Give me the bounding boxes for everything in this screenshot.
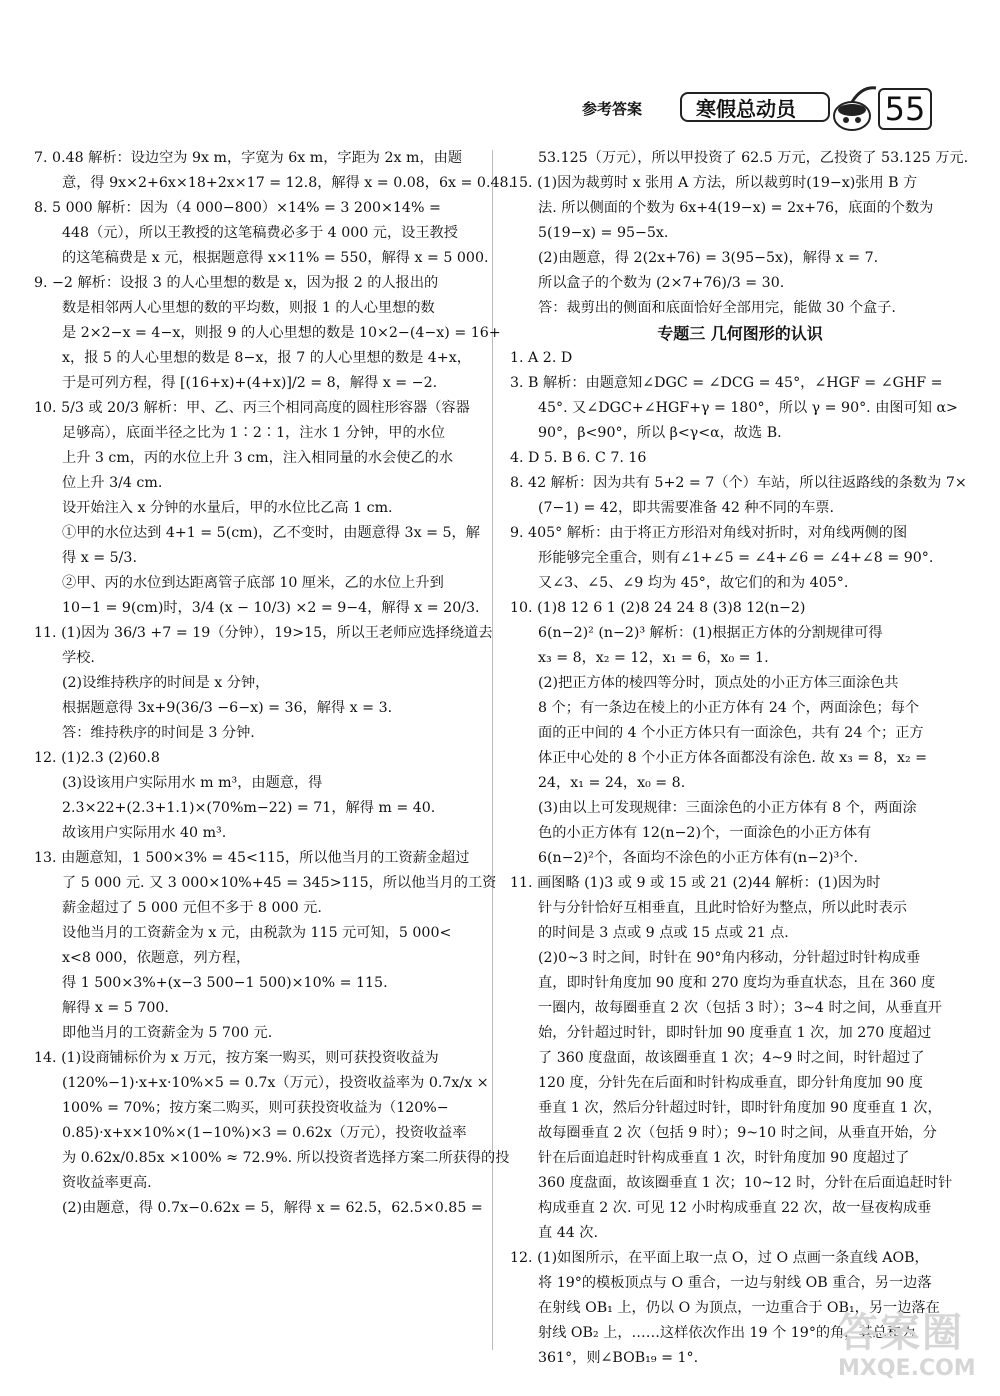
answer-line: x₃ = 8，x₂ = 12，x₁ = 6，x₀ = 1. [538,650,769,666]
answer-line: 资收益率更高. [62,1175,152,1191]
answer-line: 即他当月的工资薪金为 5 700 元. [62,1025,273,1041]
answer-line: 1. A 2. D [510,350,573,366]
answer-line: (2)把正方体的棱四等分时，顶点处的小正方体三面涂色共 [538,675,899,691]
answer-line: 设开始注入 x 分钟的水量后，甲的水位比乙高 1 cm. [62,500,393,516]
answer-line: 100% = 70%；按方案二购买，则可获投资收益为（120%− [62,1100,449,1116]
answer-line: 解得 x = 5 700. [62,1000,169,1016]
answer-line: 3. B 解析：由题意知∠DGC = ∠DCG = 45°，∠HGF = ∠GHF = [510,375,943,391]
answer-line: (3)由以上可发现规律：三面涂色的小正方体有 8 个，两面涂 [538,800,917,816]
answer-line: 始，分针超过时针，即时针加 90 度垂直 1 次，加 270 度超过 [538,1025,932,1041]
answer-line: 0.85)·x+x×10%×(1−10%)×3 = 0.62x（万元），投资收益率 [62,1125,467,1141]
answer-line: 垂直 1 次，然后分针超过时针，即时针角度加 90 度垂直 1 次， [538,1100,942,1116]
answer-line: 的这笔稿费是 x 元，根据题意得 x×11% = 550，解得 x = 5 000. [62,250,489,266]
answer-line: 6(n−2)² (n−2)³ 解析：(1)根据正方体的分割规律可得 [538,625,883,641]
watermark-text: 答案圈 [838,1310,964,1356]
mascot-icon [822,80,882,140]
section-title: 专题三 几何图形的认识 [657,324,823,343]
answer-line: (7−1) = 42，即共需要准备 42 种不同的车票. [538,500,834,516]
right-column [510,146,970,1371]
answer-line: 15. (1)因为裁剪时 x 张用 A 方法，所以裁剪时(19−x)张用 B 方 [510,175,918,191]
answer-line: 答：裁剪出的侧面和底面恰好全部用完，能做 30 个盒子. [538,300,896,316]
answer-line: 2.3×22+(2.3+1.1)×(70%m−22) = 71，解得 m = 40. [62,800,436,816]
answer-line: 53.125（万元），所以甲投资了 62.5 万元，乙投资了 53.125 万元. [538,150,969,166]
answer-line: 故该用户实际用水 40 m³. [62,825,227,841]
reference-answer-label: 参考答案 [582,100,643,118]
answer-line: 得 x = 5/3. [62,550,137,566]
page-header [0,0,1000,150]
answer-line: 根据题意得 3x+9(36/3 −6−x) = 36，解得 x = 3. [62,700,393,716]
answer-line: 体正中心处的 8 个小正方体各面都没有涂色. 故 x₃ = 8，x₂ = [538,750,928,766]
answer-line: (3)设该用户实际用水 m m³，由题意，得 [62,775,323,791]
watermark-url: MXQE.COM [838,1356,976,1381]
answer-line: 构成垂直 2 次. 可见 12 小时构成垂直 22 次，故一昼夜构成垂 [538,1200,932,1216]
answer-line: 故每圈垂直 2 次（包括 9 时）；9~10 时之间，从垂直开始，分 [538,1125,937,1141]
answer-line: 上升 3 cm，丙的水位上升 3 cm，注入相同量的水会使乙的水 [62,450,454,466]
answer-line: x<8 000，依题意，列方程， [62,950,251,966]
winter-vacation-title: 寒假总动员 [680,92,830,122]
answer-line: 10. 5/3 或 20/3 解析：甲、乙、丙三个相同高度的圆柱形容器（容器 [34,400,470,416]
answer-line: (2)0~3 时之间，时针在 90°角内移动，分针超过时针构成垂 [538,950,921,966]
answer-line: 11. (1)因为 36/3 +7 = 19（分钟），19>15，所以王老师应选择绕道去 [34,625,493,641]
answer-line: 又∠3、∠5、∠9 均为 45°，故它们的和为 405°. [538,575,849,591]
answer-line: 14. (1)设商铺标价为 x 万元，按方案一购买，则可获投资收益为 [34,1050,439,1066]
answer-line: 在射线 OB₁ 上，仍以 O 为顶点，一边重合于 OB₁，另一边落在 [538,1300,940,1316]
page-number: 55 [878,88,932,130]
answer-line: 一圈内，故每圈垂直 2 次（包括 3 时）；3~4 时之间，从垂直开 [538,1000,942,1016]
answer-line: 9. 405° 解析：由于将正方形沿对角线对折时，对角线两侧的图 [510,525,908,541]
answer-line: 90°，β<90°，所以 β<γ<α，故选 B. [538,425,782,441]
answer-line: 直 44 次. [538,1225,598,1241]
answer-line: 361°，则∠BOB₁₉ = 1°. [538,1350,699,1366]
answer-line: 色的小正方体有 12(n−2)个，一面涂色的小正方体有 [538,825,872,841]
answer-line: 足够高），底面半径之比为 1∶2∶1，注水 1 分钟，甲的水位 [62,425,446,441]
answer-line: ②甲、丙的水位到达距离管子底部 10 厘米，乙的水位上升到 [62,575,444,591]
answer-line: 射线 OB₂ 上，……这样依次作出 19 个 19°的角，其总和为 [538,1325,916,1341]
answer-line: 薪金超过了 5 000 元但不多于 8 000 元. [62,900,322,916]
answer-line: 360 度盘面，故该圈垂直 1 次；10~12 时，分针在后面追赶时针 [538,1175,953,1191]
answer-line: 8 个；有一条边在棱上的小正方体有 24 个，两面涂色；每个 [538,700,920,716]
answer-line: 448（元），所以王教授的这笔稿费必多于 4 000 元，设王教授 [62,225,458,241]
answer-line: 10. (1)8 12 6 1 (2)8 24 24 8 (3)8 12(n−2) [510,600,806,616]
answer-line: 11. 画图略 (1)3 或 9 或 15 或 21 (2)44 解析：(1)因为时 [510,875,881,891]
answer-line: 得 1 500×3%+(x−3 500−1 500)×10% = 115. [62,975,388,991]
answer-line: 8. 42 解析：因为共有 5+2 = 7（个）车站，所以往返路线的条数为 7× [510,475,967,491]
answer-line: (2)由题意，得 2(2x+76) = 3(95−5x)，解得 x = 7. [538,250,879,266]
answer-line: 了 5 000 元. 又 3 000×10%+45 = 345>115，所以他当月的工资 [62,875,497,891]
answer-line: 12. (1)2.3 (2)60.8 [34,750,160,766]
answer-line: 5(19−x) = 95−5x. [538,225,669,241]
answer-line: ①甲的水位达到 4+1 = 5(cm)，乙不变时，由题意得 3x = 5，解 [62,525,480,541]
answer-line: 学校. [62,650,95,666]
answer-line: (120%−1)·x+x·10%×5 = 0.7x（万元），投资收益率为 0.7x/x × [62,1075,489,1091]
answer-line: 意，得 9x×2+6x×18+2x×17 = 12.8，解得 x = 0.08，6x = 0.48. [62,175,514,191]
answer-line: (2)设维持秩序的时间是 x 分钟， [62,675,270,691]
answer-line: 设他当月的工资薪金为 x 元，由税款为 115 元可知，5 000< [62,925,452,941]
answer-line: 10−1 = 9(cm)时，3/4 (x − 10/3) ×2 = 9−4，解得 x = 20/3. [62,600,480,616]
answer-line: 位上升 3/4 cm. [62,475,163,491]
answer-line: 24，x₁ = 24，x₀ = 8. [538,775,686,791]
answer-line: 形能够完全重合，则有∠1+∠5 = ∠4+∠6 = ∠4+∠8 = 90°. [538,550,934,566]
answer-line: 6(n−2)²个，各面均不涂色的小正方体有(n−2)³个. [538,850,858,866]
answer-line: 所以盒子的个数为 (2×7+76)/3 = 30. [538,275,785,291]
answer-line: 针与分针恰好互相垂直，且此时恰好为整点，所以此时表示 [538,900,907,916]
answer-line: 的时间是 3 点或 9 点或 15 点或 21 点. [538,925,789,941]
answer-line: 法. 所以侧面的个数为 6x+4(19−x) = 2x+76，底面的个数为 [538,200,934,216]
answer-line: 答：维持秩序的时间是 3 分钟. [62,725,255,741]
answer-line: x，报 5 的人心里想的数是 8−x，报 7 的人心里想的数是 4+x， [62,350,471,366]
answer-line: 4. D 5. B 6. C 7. 16 [510,450,647,466]
answer-line: (2)由题意，得 0.7x−0.62x = 5，解得 x = 62.5，62.5×0.85 = [62,1200,483,1216]
answer-line: 13. 由题意知，1 500×3% = 45<115，所以他当月的工资薪金超过 [34,850,470,866]
watermark-logo [838,1310,988,1390]
answer-line: 数是相邻两人心里想的数的平均数，则报 1 的人心里想的数 [62,300,435,316]
answer-line: 面的正中间的 4 个小正方体只有一面涂色，共有 24 个；正方 [538,725,924,741]
answer-line: 120 度，分针先在后面和时针构成垂直，即分针角度加 90 度 [538,1075,923,1091]
answer-line: 直，即时针角度加 90 度和 270 度均为垂直状态，且在 360 度 [538,975,936,991]
answer-line: 将 19°的模板顶点与 O 重合，一边与射线 OB 重合，另一边落 [538,1275,932,1291]
answer-line: 8. 5 000 解析：因为（4 000−800）×14% = 3 200×14% = [34,200,441,216]
left-column [34,146,514,1221]
answer-line: 了 360 度盘面，故该圈垂直 1 次；4~9 时之间，时针超过了 [538,1050,925,1066]
answer-line: 针在后面追赶时针构成垂直 1 次，时针角度加 90 度超过了 [538,1150,910,1166]
answer-line: 于是可列方程，得 [(16+x)+(4+x)]/2 = 8，解得 x = −2. [62,375,438,391]
answer-line: 9. −2 解析：设报 3 的人心里想的数是 x，因为报 2 的人报出的 [34,275,439,291]
answer-line: 12. (1)如图所示，在平面上取一点 O，过 O 点画一条直线 AOB， [510,1250,929,1266]
answer-line: 45°. 又∠DGC+∠HGF+γ = 180°，所以 γ = 90°. 由图可知 α> [538,400,958,416]
answer-line: 7. 0.48 解析：设边空为 9x m，字宽为 6x m，字距为 2x m，由题 [34,150,463,166]
answer-line: 是 2×2−x = 4−x，则报 9 的人心里想的数是 10×2−(4−x) = 16+ [62,325,501,341]
answer-line: 为 0.62x/0.85x ×100% ≈ 72.9%. 所以投资者选择方案二所获得的投 [62,1150,510,1166]
